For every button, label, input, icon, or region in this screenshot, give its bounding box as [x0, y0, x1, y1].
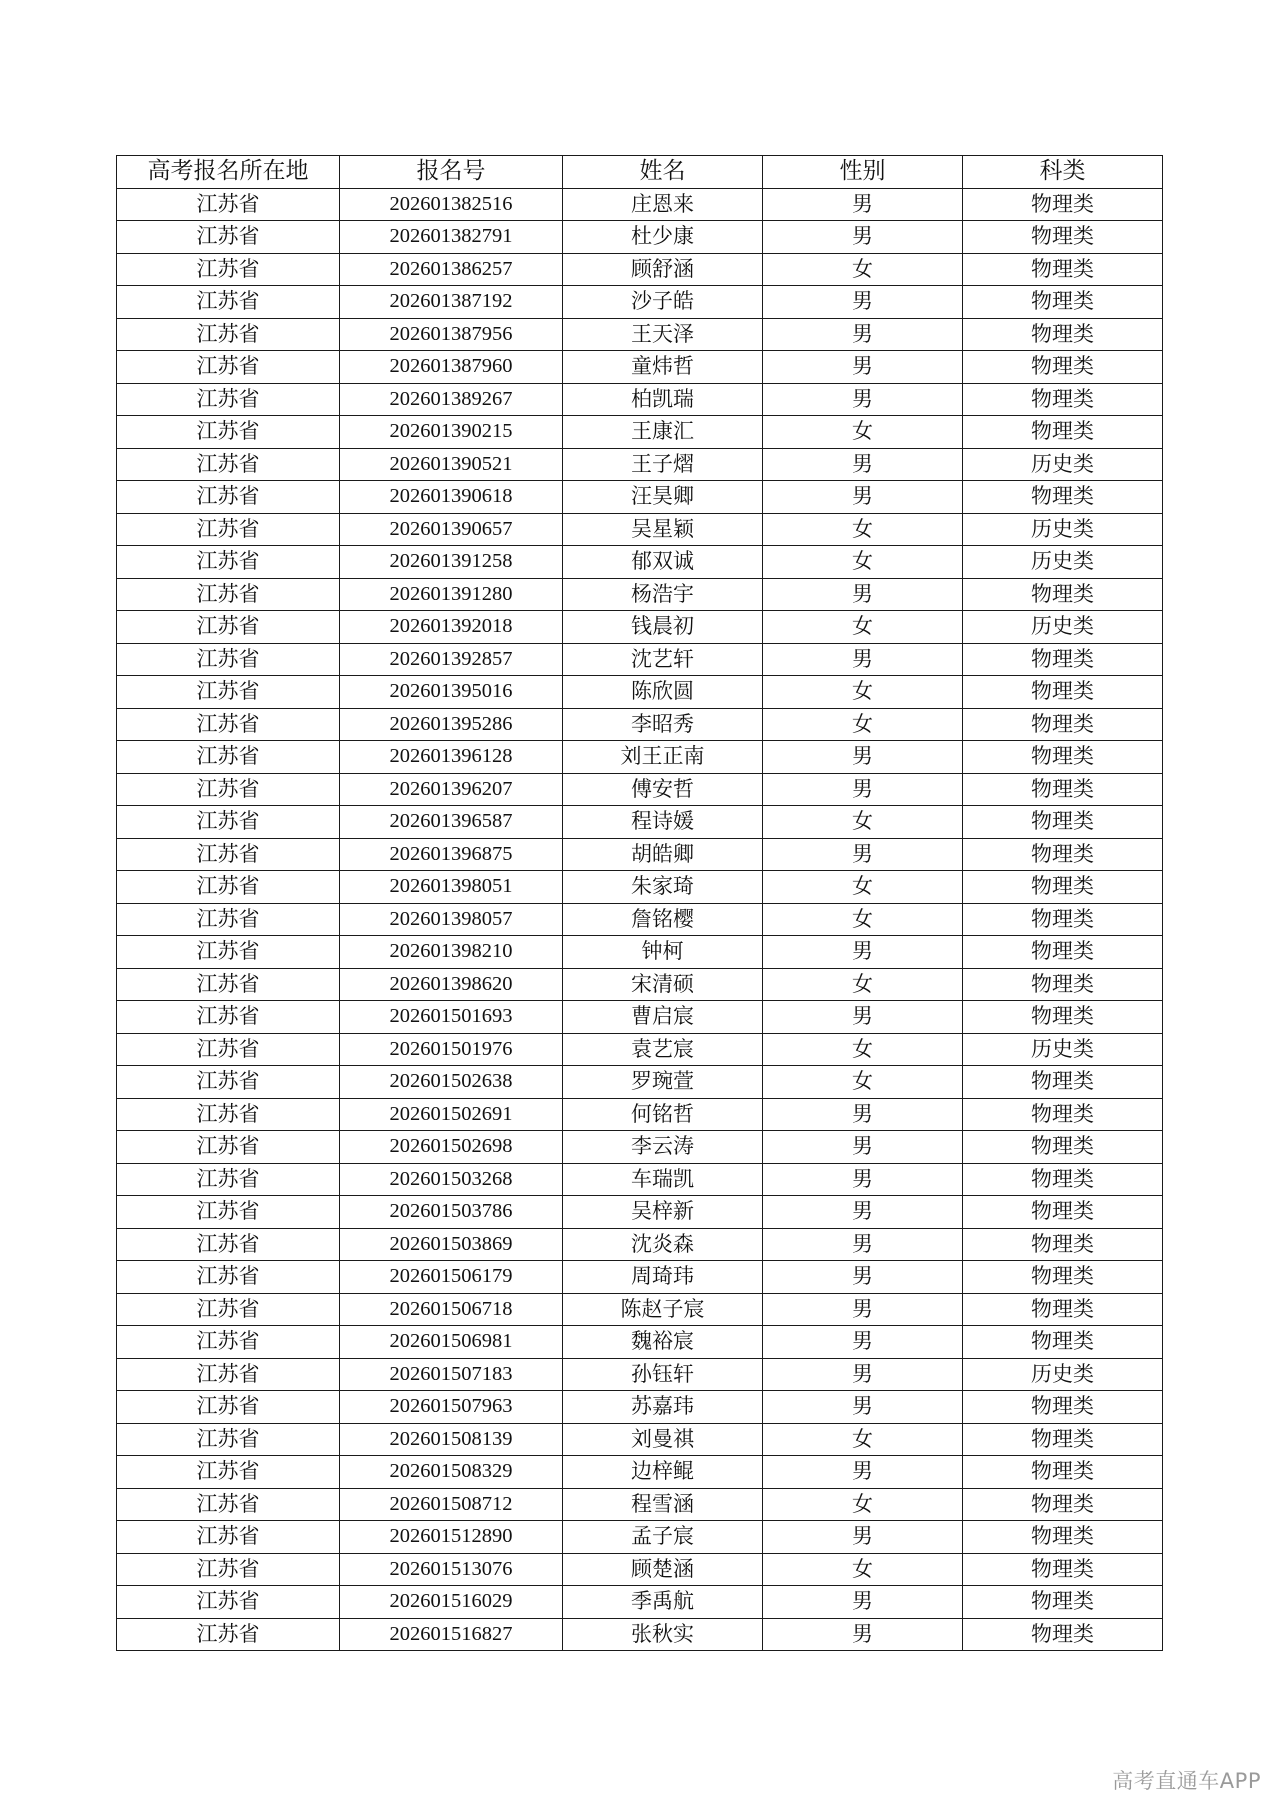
table-row [117, 1001, 1163, 1034]
cell-gender: 男 [763, 318, 963, 351]
cell-subject-track: 物理类 [963, 351, 1163, 384]
table-row [117, 416, 1163, 449]
cell-subject-track: 物理类 [963, 903, 1163, 936]
cell-province: 江苏省 [117, 1488, 340, 1521]
cell-name: 陈赵子宸 [563, 1293, 763, 1326]
cell-name: 钱晨初 [563, 611, 763, 644]
cell-subject-track: 物理类 [963, 1456, 1163, 1489]
cell-gender: 男 [763, 643, 963, 676]
cell-name: 罗琬萱 [563, 1066, 763, 1099]
cell-gender: 男 [763, 741, 963, 774]
cell-subject-track: 物理类 [963, 578, 1163, 611]
table-row [117, 383, 1163, 416]
table-row [117, 1131, 1163, 1164]
cell-gender: 男 [763, 773, 963, 806]
cell-name: 汪昊卿 [563, 481, 763, 514]
cell-subject-track: 历史类 [963, 611, 1163, 644]
table-row [117, 481, 1163, 514]
cell-gender: 女 [763, 1033, 963, 1066]
table-row [117, 1423, 1163, 1456]
cell-subject-track: 物理类 [963, 253, 1163, 286]
cell-name: 杨浩宇 [563, 578, 763, 611]
table-row [117, 741, 1163, 774]
cell-registration-number: 202601387956 [340, 318, 563, 351]
cell-province: 江苏省 [117, 1391, 340, 1424]
cell-registration-number: 202601395286 [340, 708, 563, 741]
table-row [117, 871, 1163, 904]
cell-name: 顾舒涵 [563, 253, 763, 286]
table-body [117, 188, 1163, 1651]
cell-registration-number: 202601392857 [340, 643, 563, 676]
cell-province: 江苏省 [117, 1131, 340, 1164]
cell-province: 江苏省 [117, 773, 340, 806]
cell-province: 江苏省 [117, 741, 340, 774]
cell-gender: 男 [763, 1456, 963, 1489]
cell-gender: 男 [763, 481, 963, 514]
cell-province: 江苏省 [117, 286, 340, 319]
cell-province: 江苏省 [117, 806, 340, 839]
cell-registration-number: 202601502638 [340, 1066, 563, 1099]
cell-gender: 女 [763, 611, 963, 644]
table-row [117, 253, 1163, 286]
cell-subject-track: 物理类 [963, 1228, 1163, 1261]
cell-gender: 女 [763, 253, 963, 286]
cell-subject-track: 历史类 [963, 1358, 1163, 1391]
table-row [117, 1521, 1163, 1554]
cell-subject-track: 物理类 [963, 188, 1163, 221]
cell-subject-track: 物理类 [963, 318, 1163, 351]
cell-registration-number: 202601513076 [340, 1553, 563, 1586]
cell-gender: 男 [763, 1521, 963, 1554]
cell-registration-number: 202601396128 [340, 741, 563, 774]
cell-registration-number: 202601503869 [340, 1228, 563, 1261]
cell-gender: 男 [763, 448, 963, 481]
cell-registration-number: 202601501693 [340, 1001, 563, 1034]
cell-name: 柏凯瑞 [563, 383, 763, 416]
cell-subject-track: 历史类 [963, 1033, 1163, 1066]
cell-registration-number: 202601516827 [340, 1618, 563, 1651]
cell-province: 江苏省 [117, 1163, 340, 1196]
cell-subject-track: 物理类 [963, 1196, 1163, 1229]
cell-subject-track: 物理类 [963, 1066, 1163, 1099]
header-subject-track: 科类 [963, 156, 1163, 189]
cell-province: 江苏省 [117, 936, 340, 969]
cell-name: 曹启宸 [563, 1001, 763, 1034]
cell-province: 江苏省 [117, 1228, 340, 1261]
cell-subject-track: 物理类 [963, 676, 1163, 709]
cell-registration-number: 202601398620 [340, 968, 563, 1001]
cell-gender: 男 [763, 1391, 963, 1424]
table-row [117, 1618, 1163, 1651]
table-row [117, 1391, 1163, 1424]
cell-province: 江苏省 [117, 188, 340, 221]
header-row [117, 156, 1163, 189]
cell-gender: 男 [763, 351, 963, 384]
cell-province: 江苏省 [117, 903, 340, 936]
cell-registration-number: 202601503786 [340, 1196, 563, 1229]
cell-registration-number: 202601387192 [340, 286, 563, 319]
cell-province: 江苏省 [117, 708, 340, 741]
cell-province: 江苏省 [117, 1098, 340, 1131]
cell-gender: 男 [763, 1163, 963, 1196]
table-row [117, 1033, 1163, 1066]
cell-name: 顾楚涵 [563, 1553, 763, 1586]
cell-name: 傅安哲 [563, 773, 763, 806]
cell-registration-number: 202601391280 [340, 578, 563, 611]
table-row [117, 1261, 1163, 1294]
cell-registration-number: 202601390215 [340, 416, 563, 449]
cell-name: 边梓鲲 [563, 1456, 763, 1489]
cell-name: 张秋实 [563, 1618, 763, 1651]
cell-subject-track: 物理类 [963, 221, 1163, 254]
cell-province: 江苏省 [117, 513, 340, 546]
cell-registration-number: 202601507963 [340, 1391, 563, 1424]
cell-name: 袁艺宸 [563, 1033, 763, 1066]
cell-subject-track: 历史类 [963, 448, 1163, 481]
cell-province: 江苏省 [117, 448, 340, 481]
cell-gender: 男 [763, 1196, 963, 1229]
cell-name: 陈欣圆 [563, 676, 763, 709]
table-row [117, 643, 1163, 676]
cell-registration-number: 202601386257 [340, 253, 563, 286]
cell-gender: 女 [763, 1423, 963, 1456]
cell-province: 江苏省 [117, 546, 340, 579]
cell-subject-track: 物理类 [963, 286, 1163, 319]
cell-gender: 男 [763, 1228, 963, 1261]
cell-registration-number: 202601387960 [340, 351, 563, 384]
cell-province: 江苏省 [117, 1326, 340, 1359]
table-row [117, 1488, 1163, 1521]
cell-registration-number: 202601398051 [340, 871, 563, 904]
cell-name: 程诗媛 [563, 806, 763, 839]
cell-province: 江苏省 [117, 1618, 340, 1651]
cell-gender: 女 [763, 1553, 963, 1586]
cell-registration-number: 202601396875 [340, 838, 563, 871]
table-row [117, 221, 1163, 254]
cell-province: 江苏省 [117, 838, 340, 871]
table-row [117, 903, 1163, 936]
cell-province: 江苏省 [117, 611, 340, 644]
cell-subject-track: 历史类 [963, 513, 1163, 546]
cell-name: 李云涛 [563, 1131, 763, 1164]
cell-name: 沙子皓 [563, 286, 763, 319]
cell-name: 詹铭樱 [563, 903, 763, 936]
cell-registration-number: 202601507183 [340, 1358, 563, 1391]
cell-subject-track: 物理类 [963, 481, 1163, 514]
cell-name: 周琦玮 [563, 1261, 763, 1294]
cell-province: 江苏省 [117, 416, 340, 449]
cell-registration-number: 202601395016 [340, 676, 563, 709]
table-row [117, 1228, 1163, 1261]
cell-name: 何铭哲 [563, 1098, 763, 1131]
cell-name: 宋清硕 [563, 968, 763, 1001]
cell-gender: 女 [763, 676, 963, 709]
header-gender: 性别 [763, 156, 963, 189]
table-row [117, 773, 1163, 806]
cell-registration-number: 202601391258 [340, 546, 563, 579]
cell-province: 江苏省 [117, 253, 340, 286]
cell-name: 孙钰轩 [563, 1358, 763, 1391]
cell-gender: 女 [763, 806, 963, 839]
cell-name: 庄恩来 [563, 188, 763, 221]
cell-gender: 男 [763, 1618, 963, 1651]
cell-subject-track: 物理类 [963, 708, 1163, 741]
roster-sheet [116, 155, 1162, 1651]
table-row [117, 611, 1163, 644]
cell-province: 江苏省 [117, 383, 340, 416]
cell-name: 刘王正南 [563, 741, 763, 774]
table-header [117, 156, 1163, 189]
app-watermark: 高考直通车APP [1112, 1769, 1261, 1793]
cell-subject-track: 物理类 [963, 806, 1163, 839]
cell-subject-track: 物理类 [963, 968, 1163, 1001]
cell-gender: 男 [763, 188, 963, 221]
cell-province: 江苏省 [117, 1553, 340, 1586]
cell-gender: 女 [763, 546, 963, 579]
cell-province: 江苏省 [117, 1358, 340, 1391]
table-row [117, 1358, 1163, 1391]
cell-registration-number: 202601398210 [340, 936, 563, 969]
cell-subject-track: 物理类 [963, 1001, 1163, 1034]
table-row [117, 188, 1163, 221]
table-row [117, 286, 1163, 319]
cell-province: 江苏省 [117, 578, 340, 611]
cell-subject-track: 物理类 [963, 1293, 1163, 1326]
cell-province: 江苏省 [117, 221, 340, 254]
cell-registration-number: 202601506981 [340, 1326, 563, 1359]
cell-gender: 女 [763, 1488, 963, 1521]
cell-subject-track: 物理类 [963, 838, 1163, 871]
cell-registration-number: 202601390521 [340, 448, 563, 481]
cell-province: 江苏省 [117, 1066, 340, 1099]
cell-subject-track: 物理类 [963, 1163, 1163, 1196]
cell-name: 王子熠 [563, 448, 763, 481]
cell-province: 江苏省 [117, 1033, 340, 1066]
cell-gender: 男 [763, 1358, 963, 1391]
cell-subject-track: 物理类 [963, 643, 1163, 676]
cell-gender: 女 [763, 416, 963, 449]
cell-province: 江苏省 [117, 1293, 340, 1326]
cell-subject-track: 物理类 [963, 1261, 1163, 1294]
table-row [117, 1163, 1163, 1196]
table-row [117, 1586, 1163, 1619]
cell-registration-number: 202601390618 [340, 481, 563, 514]
cell-gender: 男 [763, 1293, 963, 1326]
cell-subject-track: 物理类 [963, 1391, 1163, 1424]
cell-name: 钟柯 [563, 936, 763, 969]
cell-subject-track: 物理类 [963, 383, 1163, 416]
cell-province: 江苏省 [117, 1423, 340, 1456]
cell-registration-number: 202601508139 [340, 1423, 563, 1456]
cell-registration-number: 202601506718 [340, 1293, 563, 1326]
cell-name: 童炜哲 [563, 351, 763, 384]
cell-subject-track: 历史类 [963, 546, 1163, 579]
cell-gender: 女 [763, 968, 963, 1001]
cell-gender: 男 [763, 1131, 963, 1164]
table-row [117, 1196, 1163, 1229]
cell-province: 江苏省 [117, 871, 340, 904]
cell-province: 江苏省 [117, 643, 340, 676]
cell-name: 沈艺轩 [563, 643, 763, 676]
cell-gender: 男 [763, 936, 963, 969]
cell-registration-number: 202601501976 [340, 1033, 563, 1066]
cell-province: 江苏省 [117, 968, 340, 1001]
header-name: 姓名 [563, 156, 763, 189]
cell-gender: 男 [763, 286, 963, 319]
cell-name: 魏裕宸 [563, 1326, 763, 1359]
cell-gender: 女 [763, 513, 963, 546]
table-row [117, 676, 1163, 709]
cell-subject-track: 物理类 [963, 1586, 1163, 1619]
cell-gender: 男 [763, 838, 963, 871]
cell-subject-track: 物理类 [963, 741, 1163, 774]
cell-gender: 男 [763, 578, 963, 611]
cell-registration-number: 202601508329 [340, 1456, 563, 1489]
cell-registration-number: 202601506179 [340, 1261, 563, 1294]
candidate-table [116, 155, 1163, 1651]
cell-province: 江苏省 [117, 1521, 340, 1554]
cell-subject-track: 物理类 [963, 871, 1163, 904]
cell-province: 江苏省 [117, 1001, 340, 1034]
cell-name: 王康汇 [563, 416, 763, 449]
table-row [117, 513, 1163, 546]
cell-gender: 男 [763, 221, 963, 254]
cell-registration-number: 202601512890 [340, 1521, 563, 1554]
cell-registration-number: 202601382791 [340, 221, 563, 254]
table-row [117, 968, 1163, 1001]
cell-name: 吴梓新 [563, 1196, 763, 1229]
table-row [117, 1326, 1163, 1359]
header-registration-number: 报名号 [340, 156, 563, 189]
cell-subject-track: 物理类 [963, 416, 1163, 449]
table-row [117, 448, 1163, 481]
cell-registration-number: 202601390657 [340, 513, 563, 546]
table-row [117, 708, 1163, 741]
cell-gender: 女 [763, 1066, 963, 1099]
cell-province: 江苏省 [117, 1196, 340, 1229]
table-row [117, 351, 1163, 384]
cell-subject-track: 物理类 [963, 773, 1163, 806]
header-province: 高考报名所在地 [117, 156, 340, 189]
cell-gender: 男 [763, 1326, 963, 1359]
cell-registration-number: 202601396587 [340, 806, 563, 839]
cell-registration-number: 202601516029 [340, 1586, 563, 1619]
cell-name: 吴星颖 [563, 513, 763, 546]
cell-name: 刘曼祺 [563, 1423, 763, 1456]
cell-name: 季禹航 [563, 1586, 763, 1619]
cell-gender: 男 [763, 1098, 963, 1131]
cell-subject-track: 物理类 [963, 1326, 1163, 1359]
cell-name: 沈炎森 [563, 1228, 763, 1261]
cell-gender: 女 [763, 708, 963, 741]
cell-province: 江苏省 [117, 351, 340, 384]
cell-name: 朱家琦 [563, 871, 763, 904]
cell-name: 李昭秀 [563, 708, 763, 741]
cell-name: 程雪涵 [563, 1488, 763, 1521]
cell-subject-track: 物理类 [963, 1488, 1163, 1521]
cell-gender: 女 [763, 871, 963, 904]
cell-subject-track: 物理类 [963, 1618, 1163, 1651]
cell-province: 江苏省 [117, 481, 340, 514]
table-row [117, 1456, 1163, 1489]
cell-name: 胡皓卿 [563, 838, 763, 871]
cell-name: 车瑞凯 [563, 1163, 763, 1196]
table-row [117, 1098, 1163, 1131]
table-row [117, 1293, 1163, 1326]
cell-name: 孟子宸 [563, 1521, 763, 1554]
table-row [117, 1553, 1163, 1586]
cell-gender: 男 [763, 1586, 963, 1619]
cell-registration-number: 202601392018 [340, 611, 563, 644]
cell-province: 江苏省 [117, 1456, 340, 1489]
cell-registration-number: 202601503268 [340, 1163, 563, 1196]
cell-registration-number: 202601502698 [340, 1131, 563, 1164]
cell-name: 苏嘉玮 [563, 1391, 763, 1424]
cell-subject-track: 物理类 [963, 1553, 1163, 1586]
cell-subject-track: 物理类 [963, 1131, 1163, 1164]
cell-subject-track: 物理类 [963, 1423, 1163, 1456]
table-row [117, 578, 1163, 611]
cell-province: 江苏省 [117, 1261, 340, 1294]
cell-registration-number: 202601396207 [340, 773, 563, 806]
cell-gender: 男 [763, 1001, 963, 1034]
cell-name: 杜少康 [563, 221, 763, 254]
cell-registration-number: 202601389267 [340, 383, 563, 416]
table-row [117, 806, 1163, 839]
table-row [117, 1066, 1163, 1099]
table-row [117, 318, 1163, 351]
cell-subject-track: 物理类 [963, 936, 1163, 969]
cell-registration-number: 202601382516 [340, 188, 563, 221]
cell-subject-track: 物理类 [963, 1521, 1163, 1554]
cell-name: 王天泽 [563, 318, 763, 351]
cell-province: 江苏省 [117, 318, 340, 351]
cell-registration-number: 202601398057 [340, 903, 563, 936]
cell-registration-number: 202601502691 [340, 1098, 563, 1131]
table-row [117, 838, 1163, 871]
cell-name: 郁双诚 [563, 546, 763, 579]
cell-gender: 男 [763, 1261, 963, 1294]
cell-subject-track: 物理类 [963, 1098, 1163, 1131]
table-row [117, 936, 1163, 969]
cell-gender: 女 [763, 903, 963, 936]
cell-province: 江苏省 [117, 1586, 340, 1619]
cell-gender: 男 [763, 383, 963, 416]
table-row [117, 546, 1163, 579]
cell-province: 江苏省 [117, 676, 340, 709]
cell-registration-number: 202601508712 [340, 1488, 563, 1521]
